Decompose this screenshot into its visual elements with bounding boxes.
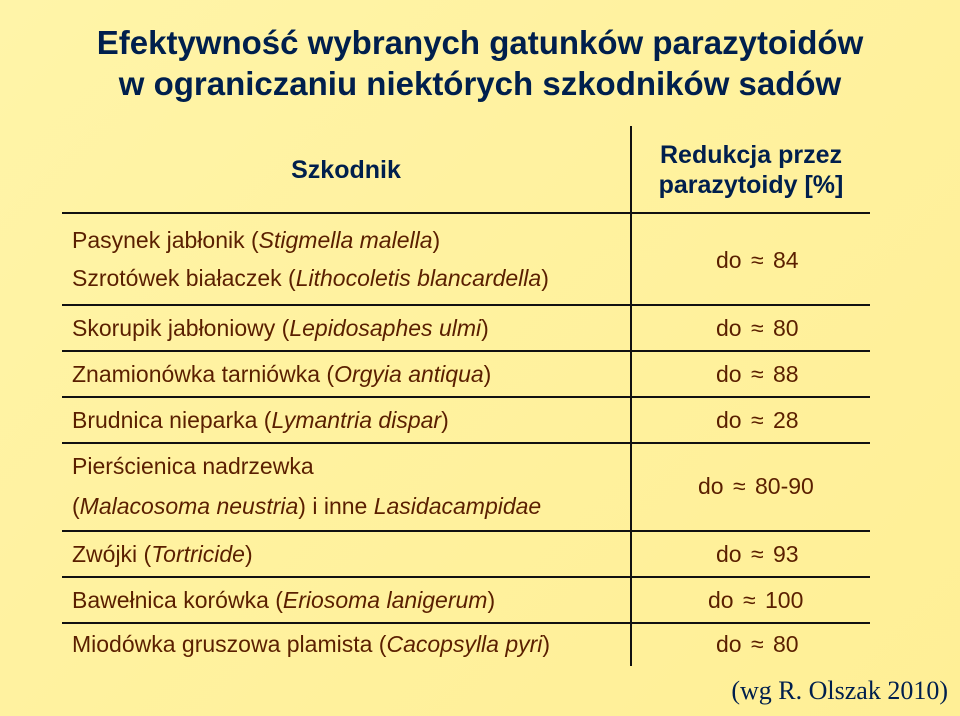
approx-symbol: ≈ [750,247,764,273]
page-title [0,22,960,104]
approx-symbol: ≈ [750,315,764,341]
row-divider [62,442,870,444]
row-divider [62,576,870,578]
approx-symbol: ≈ [742,587,756,613]
table-row-pest: Znamionówka tarniówka (Orgyia antiqua) [72,361,492,387]
table-row-pest: Pasynek jabłonik (Stigmella malella) [72,227,441,253]
column-header-pest: Szkodnik [291,156,401,184]
table-row-value: do ≈ 80-90 [698,473,814,499]
table-row-pest: Szrotówek białaczek (Lithocoletis blancardella) [72,265,549,291]
row-divider [62,530,870,532]
approx-symbol: ≈ [750,407,764,433]
table-row-value: do ≈ 84 [716,247,799,273]
approx-symbol: ≈ [750,541,764,567]
approx-symbol: ≈ [732,473,746,499]
table-row-pest: Brudnica nieparka (Lymantria dispar) [72,407,449,433]
title-line-2: w ograniczaniu niektórych szkodników sadów [118,65,842,102]
table-row-pest: Bawełnica korówka (Eriosoma lanigerum) [72,587,496,613]
table-row-pest: (Malacosoma neustria) i inne Lasidacampidae [72,493,542,519]
row-divider [62,350,870,352]
table-row-pest: Zwójki (Tortricide) [72,541,253,567]
row-divider [62,304,870,306]
title-line-1: Efektywność wybranych gatunków parazytoidów [96,24,864,61]
table-row-value: do ≈ 88 [716,361,799,387]
source-citation: (wg R. Olszak 2010) [731,676,948,705]
table-row-pest: Pierścienica nadrzewka [72,453,314,479]
table-row-value: do ≈ 100 [708,587,804,613]
approx-symbol: ≈ [750,361,764,387]
row-divider [62,622,870,624]
table-row-pest: Skorupik jabłoniowy (Lepidosaphes ulmi) [72,315,489,341]
table-row-value: do ≈ 80 [716,631,799,657]
table-row-pest: Miodówka gruszowa plamista (Cacopsylla pyri) [72,631,551,657]
table-row-value: do ≈ 28 [716,407,799,433]
approx-symbol: ≈ [750,631,764,657]
table-row-value: do ≈ 80 [716,315,799,341]
column-header-reduction: Redukcja przez parazytoidy [%] [658,141,844,199]
table-row-value: do ≈ 93 [716,541,799,567]
row-divider [62,396,870,398]
row-divider [62,212,870,214]
